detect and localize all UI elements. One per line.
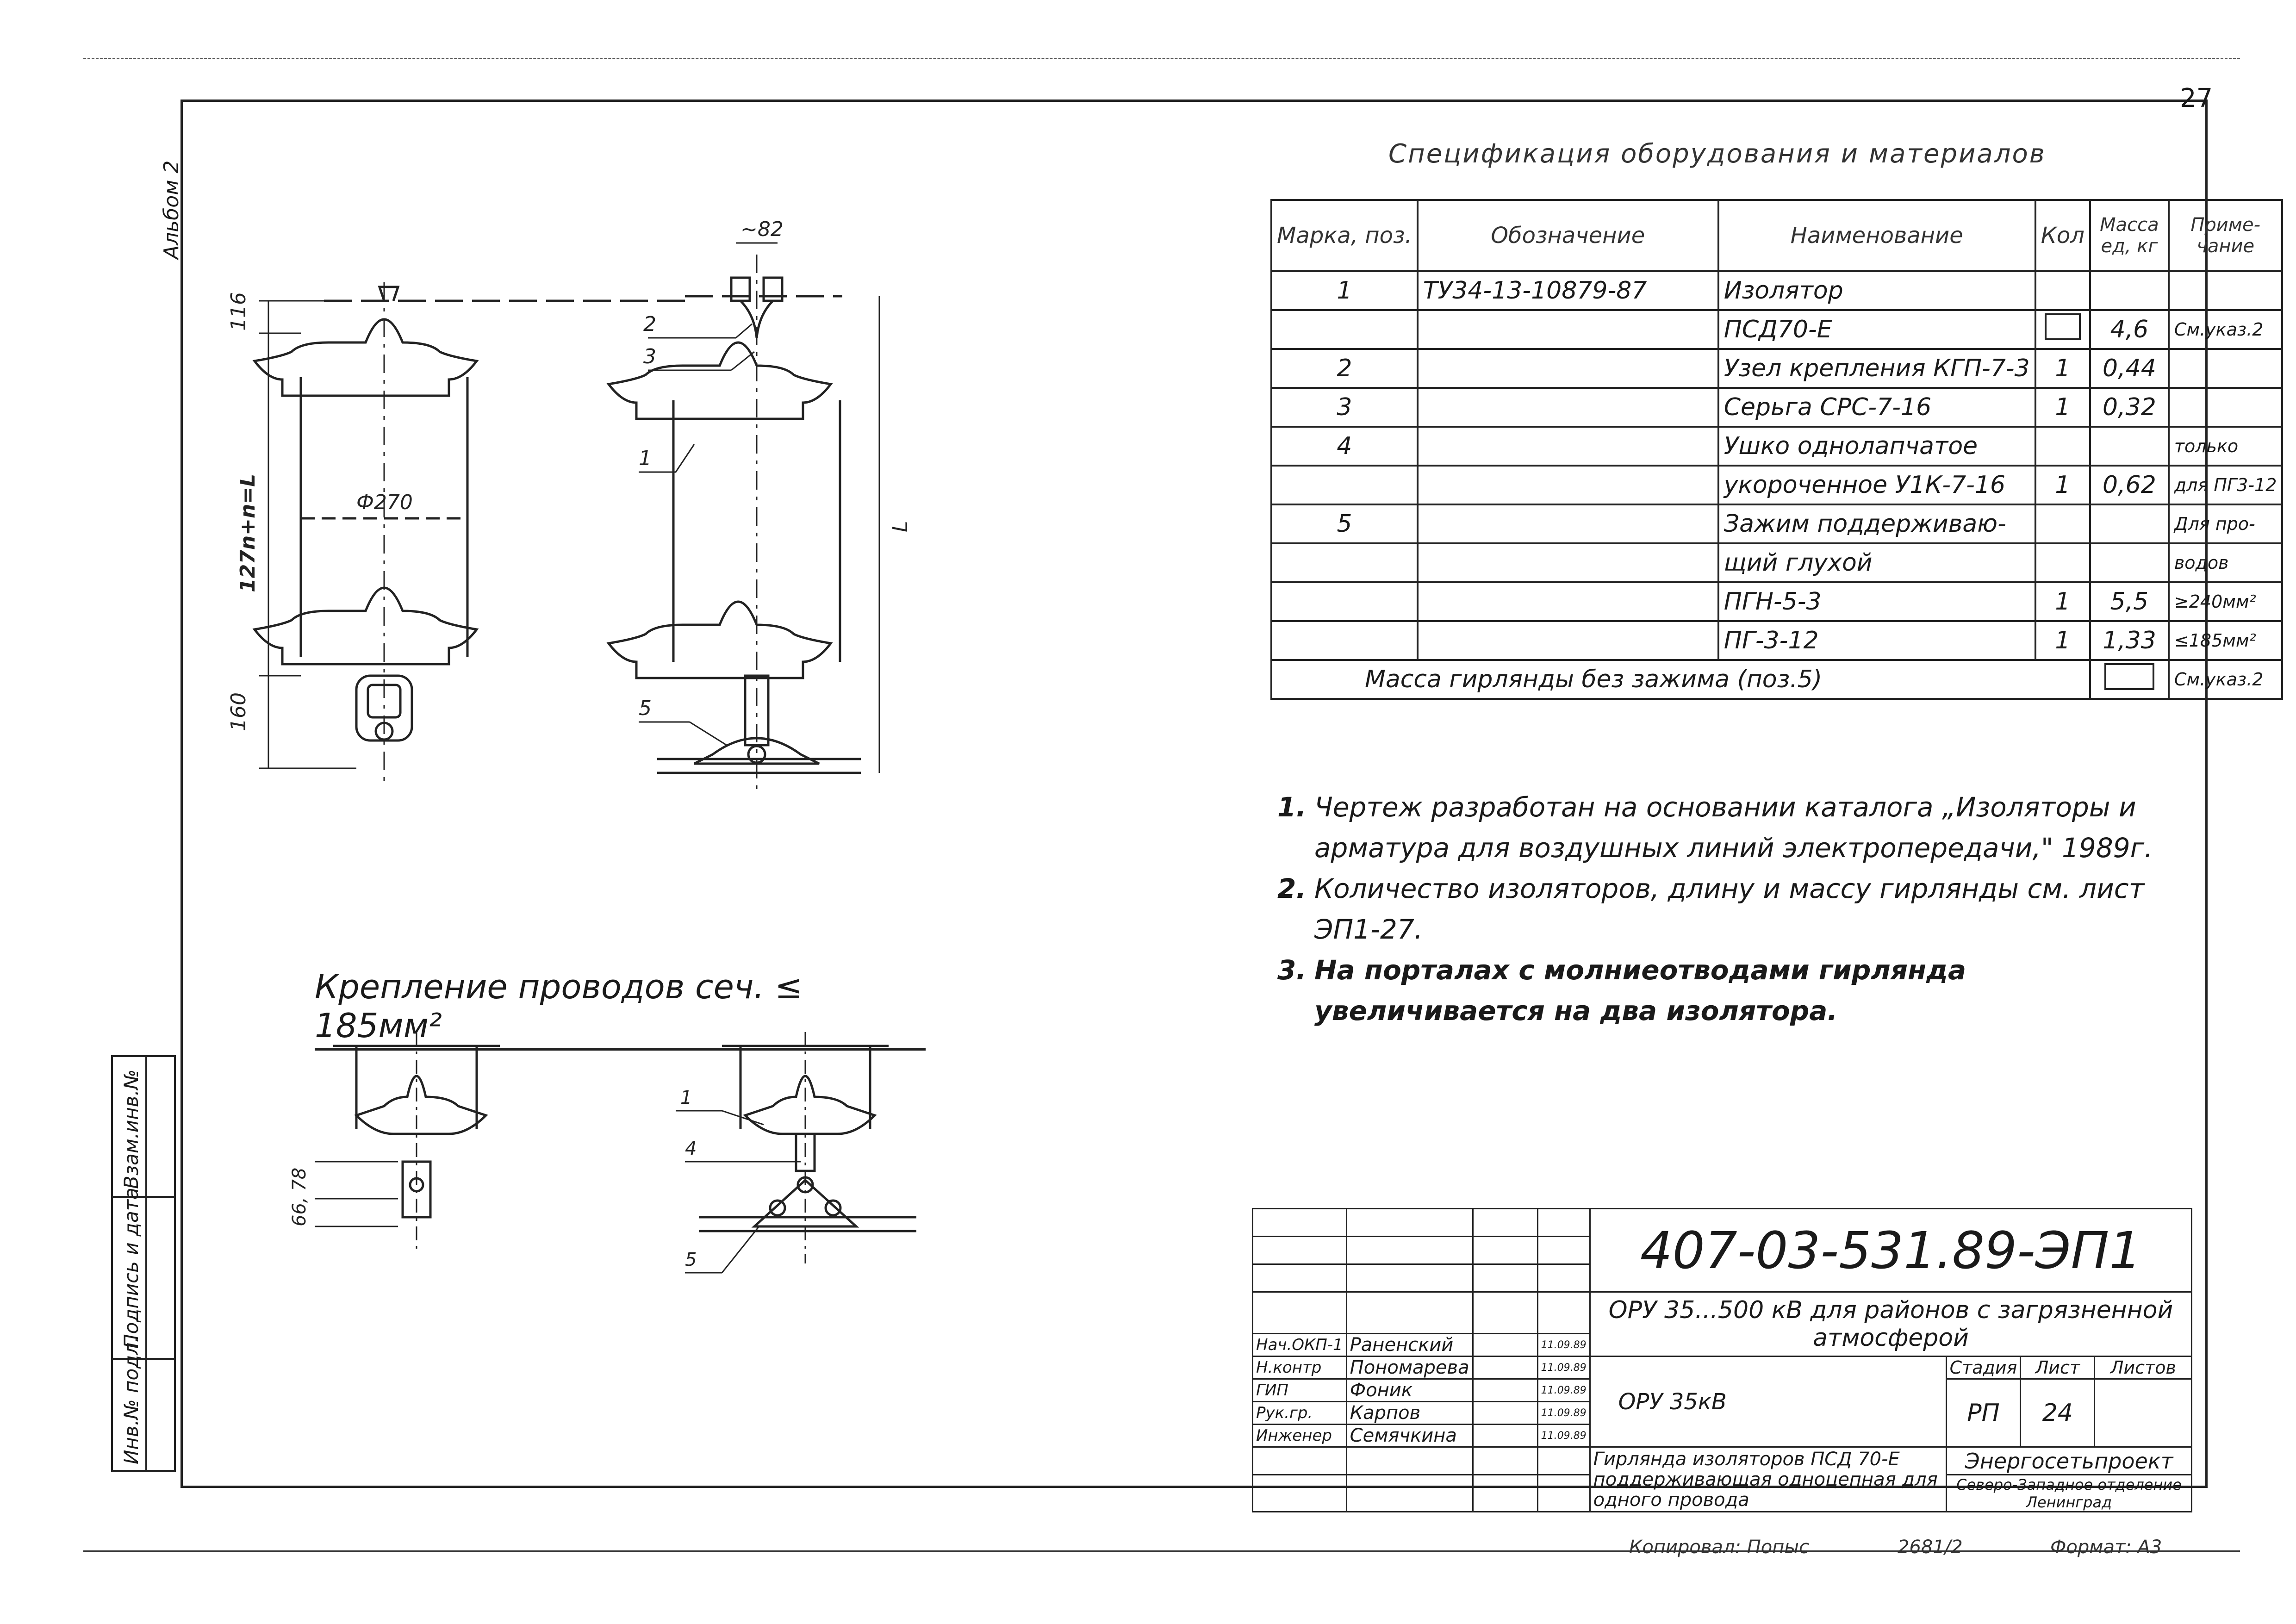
- top-border-line: [83, 58, 2240, 59]
- spec-cell: [2169, 349, 2283, 388]
- spec-row: [1271, 543, 2282, 582]
- tb-sheet: 24: [2021, 1379, 2095, 1447]
- note-number: 2.: [1277, 873, 1307, 904]
- spec-cell: 1: [2035, 349, 2090, 388]
- side-stamp: [111, 1055, 176, 1472]
- spec-cell: 0,44: [2090, 349, 2169, 388]
- spec-cell: Зажим поддерживаю-: [1718, 504, 2035, 543]
- sheet-title: Гирлянда изоляторов ПСД 70-Е поддерживающая одноцепная для одного провода: [1590, 1447, 1946, 1512]
- spec-cell: [2035, 504, 2090, 543]
- tb-role: Нач.ОКП-1: [1253, 1334, 1347, 1356]
- spec-cell: [1418, 427, 1718, 466]
- stamp-replacement: Взам.инв.№: [120, 1069, 143, 1189]
- spec-cell: щий глухой: [1718, 543, 2035, 582]
- spec-cell: 5: [1271, 504, 1418, 543]
- spec-cell: [2090, 427, 2169, 466]
- tb-date: 11.09.89: [1537, 1402, 1590, 1425]
- spec-cell: Изолятор: [1718, 271, 2035, 310]
- callout-bottom-5: 5: [685, 1249, 697, 1270]
- tb-stage: РП: [1946, 1379, 2021, 1447]
- tb-sheets-label: Листов: [2095, 1356, 2192, 1379]
- spec-cell: ПСД70-Е: [1718, 310, 2035, 349]
- empty-qty-box: [2045, 313, 2081, 340]
- album-note: Альбом 2: [160, 160, 183, 259]
- tb-role: Н.контр: [1253, 1356, 1347, 1379]
- callout-5: 5: [639, 697, 652, 720]
- specification-table: [1270, 199, 2283, 700]
- note-item: [1277, 950, 2157, 1031]
- spec-cell: [2090, 271, 2169, 310]
- spec-cell: Узел крепления КГП-7-3: [1718, 349, 2035, 388]
- spec-cell: 1: [2035, 582, 2090, 621]
- spec-cell: [1271, 310, 1418, 349]
- spec-total-box-cell: [2090, 660, 2169, 699]
- spec-cell: [1418, 543, 1718, 582]
- spec-row: [1271, 388, 2282, 427]
- spec-row: [1271, 582, 2282, 621]
- spec-cell: См.указ.2: [2169, 310, 2283, 349]
- tb-name: Карпов: [1346, 1402, 1473, 1425]
- tb-signature: [1473, 1334, 1537, 1356]
- tb-role: ГИП: [1253, 1379, 1347, 1402]
- spec-cell: ТУ34-13-10879-87: [1418, 271, 1718, 310]
- insulator-string-drawing: [185, 199, 1250, 801]
- spec-cell: ПГН-5-3: [1718, 582, 2035, 621]
- spec-cell: 4,6: [2090, 310, 2169, 349]
- spec-total-note: См.указ.2: [2169, 660, 2283, 699]
- spec-cell: 3: [1271, 388, 1418, 427]
- spec-header-qty: Кол: [2035, 200, 2090, 271]
- stamp-inv-no: Инв.№ подл.: [120, 1336, 143, 1464]
- tb-signature: [1473, 1379, 1537, 1402]
- spec-cell: 2: [1271, 349, 1418, 388]
- spec-row: [1271, 621, 2282, 660]
- spec-row: [1271, 310, 2282, 349]
- tb-date: 11.09.89: [1537, 1334, 1590, 1356]
- spec-cell: [2169, 271, 2283, 310]
- spec-header-name: Наименование: [1718, 200, 2035, 271]
- project-title: ОРУ 35...500 кВ для районов с загрязненной атмосферой: [1590, 1292, 2192, 1356]
- tb-name: Пономарева: [1346, 1356, 1473, 1379]
- note-item: [1277, 787, 2157, 868]
- dim-bottom-label: 160: [227, 692, 250, 731]
- tb-name: Семячкина: [1346, 1425, 1473, 1447]
- spec-cell: [2169, 388, 2283, 427]
- spec-cell: [1418, 504, 1718, 543]
- note-item: [1277, 868, 2157, 950]
- note-text: Чертеж разработан на основании каталога „Изоляторы и арматура для воздушных линий электропередачи," 1989г.: [1314, 791, 2153, 864]
- dim-small-label: 66, 78: [289, 1167, 310, 1226]
- spec-qty-box-cell: [2035, 310, 2090, 349]
- spec-cell: [1418, 621, 1718, 660]
- spec-cell: Серьга СРС-7-16: [1718, 388, 2035, 427]
- org-branch-cell: [1946, 1475, 2192, 1512]
- spec-title: Спецификация оборудования и материалов: [1388, 139, 2046, 169]
- callout-bottom-4: 4: [685, 1138, 697, 1159]
- note-text: Количество изоляторов, длину и массу гирлянды см. лист ЭП1-27.: [1314, 873, 2145, 945]
- spec-header-designation: Обозначение: [1418, 200, 1718, 271]
- organization-cell: [1946, 1447, 2192, 1475]
- spec-cell: водов: [2169, 543, 2283, 582]
- spec-cell: 5,5: [2090, 582, 2169, 621]
- footer-number: 2681/2: [1898, 1537, 1963, 1558]
- spec-cell: [1271, 621, 1418, 660]
- spec-cell: Ушко однолапчатое: [1718, 427, 2035, 466]
- tb-signature: [1473, 1356, 1537, 1379]
- spec-cell: ПГ-3-12: [1718, 621, 2035, 660]
- spec-cell: [2035, 271, 2090, 310]
- callout-3: 3: [643, 345, 656, 368]
- spec-cell: [1418, 310, 1718, 349]
- tb-stage-label: Стадия: [1946, 1356, 2021, 1379]
- spec-cell: [1271, 582, 1418, 621]
- spec-cell: Для про-: [2169, 504, 2283, 543]
- spec-row: [1271, 427, 2282, 466]
- spec-cell: 1,33: [2090, 621, 2169, 660]
- spec-header-pos: Марка, поз.: [1271, 200, 1418, 271]
- spec-cell: 0,62: [2090, 466, 2169, 504]
- spec-cell: [1418, 466, 1718, 504]
- spec-row: [1271, 349, 2282, 388]
- sheet-number: 27: [2180, 83, 2213, 113]
- dim-top-label: 116: [227, 292, 250, 331]
- spec-cell: 4: [1271, 427, 1418, 466]
- tb-signature: [1473, 1425, 1537, 1447]
- spec-cell: 0,32: [2090, 388, 2169, 427]
- tb-signature: [1473, 1402, 1537, 1425]
- spec-cell: ≥240мм²: [2169, 582, 2283, 621]
- spec-cell: только: [2169, 427, 2283, 466]
- spec-cell: [1418, 388, 1718, 427]
- spec-cell: 1: [2035, 466, 2090, 504]
- org-name: Энергосетьпроект: [1965, 1448, 2173, 1474]
- footer-format: Формат: А3: [2050, 1537, 2162, 1558]
- tb-role: Рук.гр.: [1253, 1402, 1347, 1425]
- empty-total-box: [2104, 663, 2154, 690]
- spec-cell: [1418, 349, 1718, 388]
- spec-row: [1271, 466, 2282, 504]
- tb-role: Инженер: [1253, 1425, 1347, 1447]
- footer-copied: Копировал: Попыс: [1629, 1537, 1810, 1558]
- callout-bottom-1: 1: [680, 1087, 692, 1108]
- spec-cell: для ПГ3-12: [2169, 466, 2283, 504]
- tb-sheets: [2095, 1379, 2192, 1447]
- tb-name: Фоник: [1346, 1379, 1473, 1402]
- callout-2: 2: [643, 312, 656, 336]
- tb-name: Раненский: [1346, 1334, 1473, 1356]
- object-title: ОРУ 35кВ: [1590, 1356, 1946, 1447]
- note-number: 3.: [1277, 954, 1307, 986]
- spec-cell: [2035, 427, 2090, 466]
- spec-cell: [1418, 582, 1718, 621]
- spec-cell: 1: [2035, 621, 2090, 660]
- tb-sheet-label: Лист: [2021, 1356, 2095, 1379]
- spec-cell: [1271, 543, 1418, 582]
- wire-fixing-drawing: [278, 1032, 972, 1310]
- note-number: 1.: [1277, 791, 1307, 823]
- spec-cell: [2035, 543, 2090, 582]
- tb-date: 11.09.89: [1537, 1356, 1590, 1379]
- spec-total-label: Масса гирлянды без зажима (поз.5): [1271, 660, 2090, 699]
- spec-cell: 1: [2035, 388, 2090, 427]
- stamp-signature: Подпись и дата: [120, 1188, 143, 1349]
- org-city: Ленинград: [2026, 1493, 2112, 1511]
- spec-cell: 1: [1271, 271, 1418, 310]
- dim-mid-label: 127n+n=L: [236, 473, 260, 592]
- dim-width-label: ~82: [740, 218, 784, 241]
- spec-cell: ≤185мм²: [2169, 621, 2283, 660]
- notes-block: [1277, 787, 2157, 1031]
- spec-row: [1271, 504, 2282, 543]
- spec-cell: [1271, 466, 1418, 504]
- dim-length-label: L: [889, 521, 912, 532]
- spec-cell: [2090, 504, 2169, 543]
- spec-total-row: [1271, 660, 2282, 699]
- title-block: [1252, 1208, 2192, 1512]
- spec-header-note: Приме-чание: [2169, 200, 2283, 271]
- callout-1: 1: [639, 447, 652, 470]
- tb-date: 11.09.89: [1537, 1425, 1590, 1447]
- org-branch: Северо-Западное отделение: [1956, 1475, 2182, 1493]
- tb-date: 11.09.89: [1537, 1379, 1590, 1402]
- spec-cell: [2090, 543, 2169, 582]
- fixing-title: Крепление проводов сеч. ≤ 185мм²: [315, 967, 926, 1051]
- document-code: 407-03-531.89-ЭП1: [1590, 1209, 2192, 1292]
- dim-diameter-label: Ф270: [356, 491, 413, 514]
- spec-cell: укороченное У1К-7-16: [1718, 466, 2035, 504]
- spec-row: [1271, 271, 2282, 310]
- spec-header-row: [1271, 200, 2282, 271]
- spec-header-mass: Масса ед, кг: [2090, 200, 2169, 271]
- note-text: На порталах с молниеотводами гирлянда увеличивается на два изолятора.: [1314, 954, 1966, 1027]
